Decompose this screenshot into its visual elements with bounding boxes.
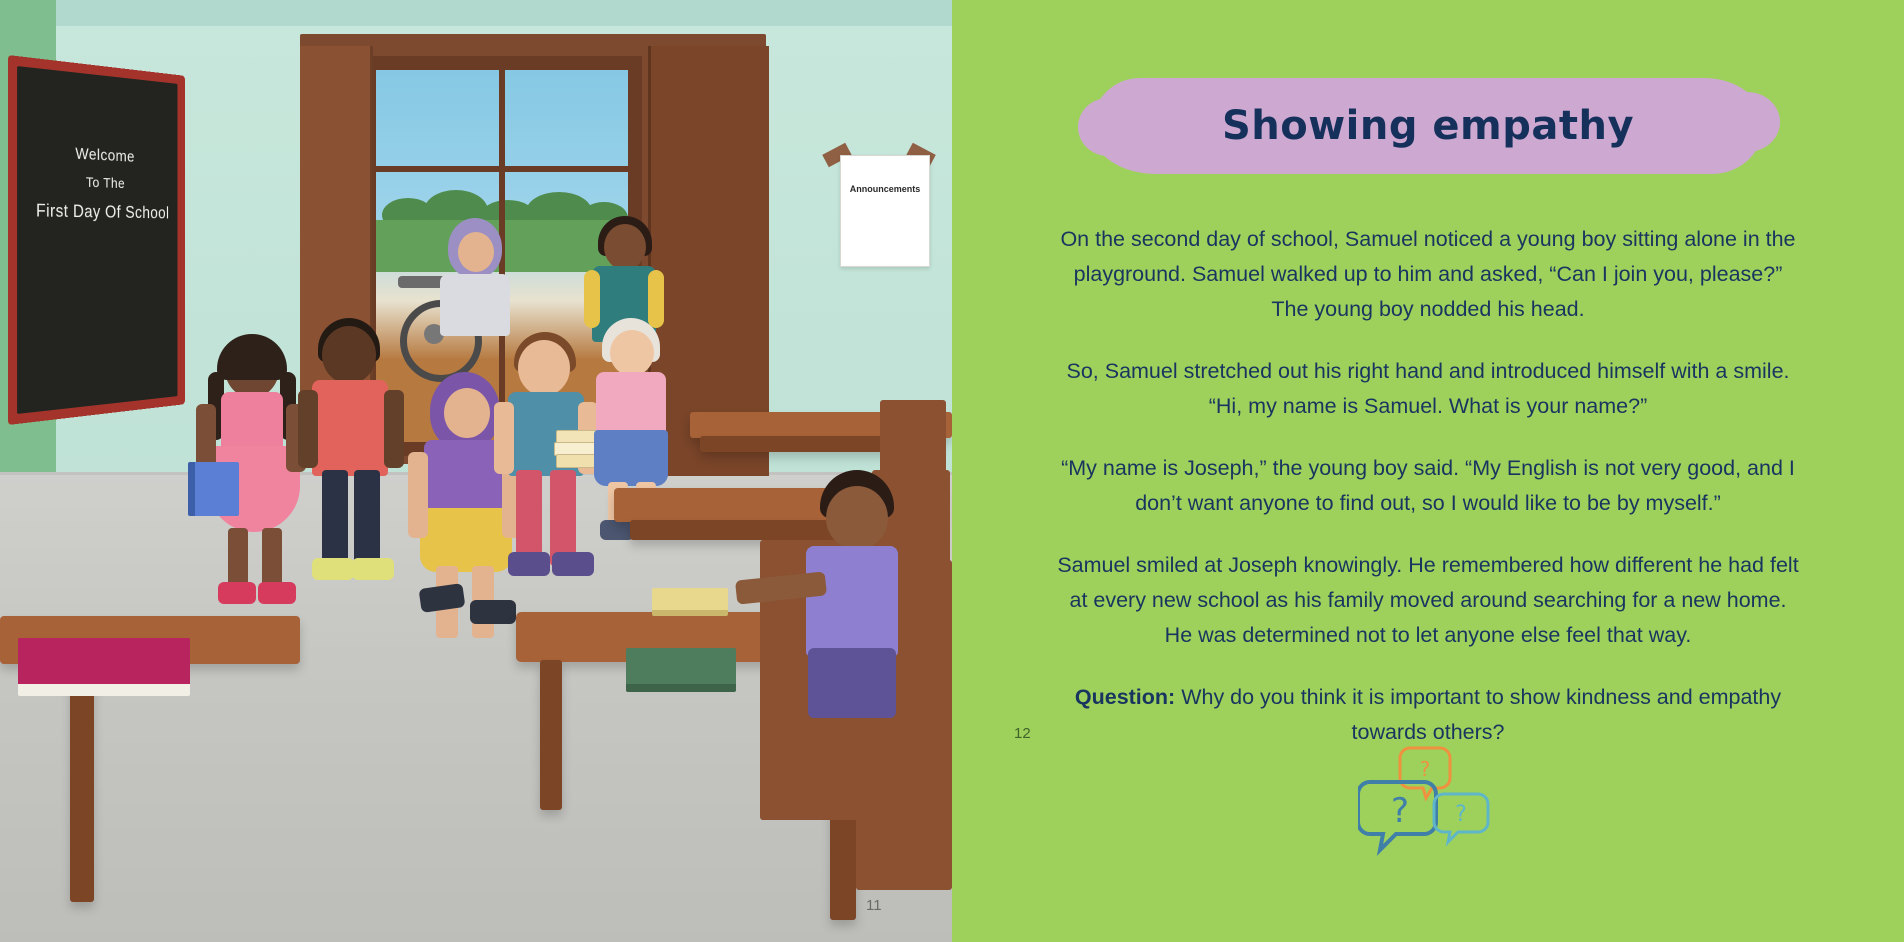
- announcements-notice: [840, 155, 930, 267]
- desk-front-right-leg-2: [540, 660, 562, 810]
- chalkboard-surface: [17, 66, 177, 414]
- desk-front-left-leg: [70, 662, 94, 902]
- book-on-left-desk-pink: [18, 638, 190, 696]
- announcements-title: Announcements: [849, 184, 921, 194]
- question-label: Question:: [1074, 685, 1176, 709]
- story-body: [1056, 222, 1800, 750]
- paragraph-1: On the second day of school, Samuel noticed a young boy sitting alone in the playground. Samuel walked up to him and asked, “Can I join you, please?” The young boy nodded his head.: [1060, 227, 1796, 321]
- book-on-middle-desk-yellow: [652, 588, 728, 616]
- chalkboard-text: [30, 136, 175, 226]
- chalkboard-line-2: To The: [85, 174, 125, 192]
- page-title: Showing empathy: [1221, 103, 1635, 149]
- svg-text:?: ?: [1390, 791, 1410, 831]
- bubble-teal: [1434, 794, 1488, 842]
- paragraph-3: “My name is Joseph,” the young boy said. “My English is not very good, and I don’t want anyone to find out, so I would like to be by myself.”: [1061, 456, 1795, 515]
- book-on-front-desk-green: [626, 648, 736, 692]
- chalkboard-line-1: Welcome: [75, 144, 135, 166]
- door-glass-panel: [376, 70, 628, 442]
- svg-text:?: ?: [1419, 757, 1431, 781]
- page-number-right: 12: [1014, 725, 1031, 742]
- question-text: Why do you think it is important to show kindness and empathy towards others?: [1175, 685, 1782, 744]
- page-number-left: 11: [866, 897, 882, 914]
- ceiling-strip: [0, 0, 952, 26]
- page-title-area: [952, 78, 1904, 174]
- question-bubbles-icon: [952, 742, 1904, 862]
- paragraph-4: Samuel smiled at Joseph knowingly. He remembered how different he had felt at every new school as his family moved around searching for a new home. He was determined not to let anyone else feel that way.: [1057, 553, 1799, 647]
- paragraph-2: So, Samuel stretched out his right hand and introduced himself with a smile. “Hi, my name is Samuel. What is your name?”: [1066, 359, 1790, 418]
- chalkboard-line-3: First Day Of School: [36, 200, 170, 223]
- title-highlight: [1092, 78, 1764, 174]
- door-mullion-horizontal: [376, 166, 628, 172]
- svg-text:?: ?: [1455, 802, 1467, 827]
- chalkboard: [8, 55, 185, 425]
- right-page-text: [952, 0, 1904, 942]
- question-paragraph: [1056, 680, 1800, 750]
